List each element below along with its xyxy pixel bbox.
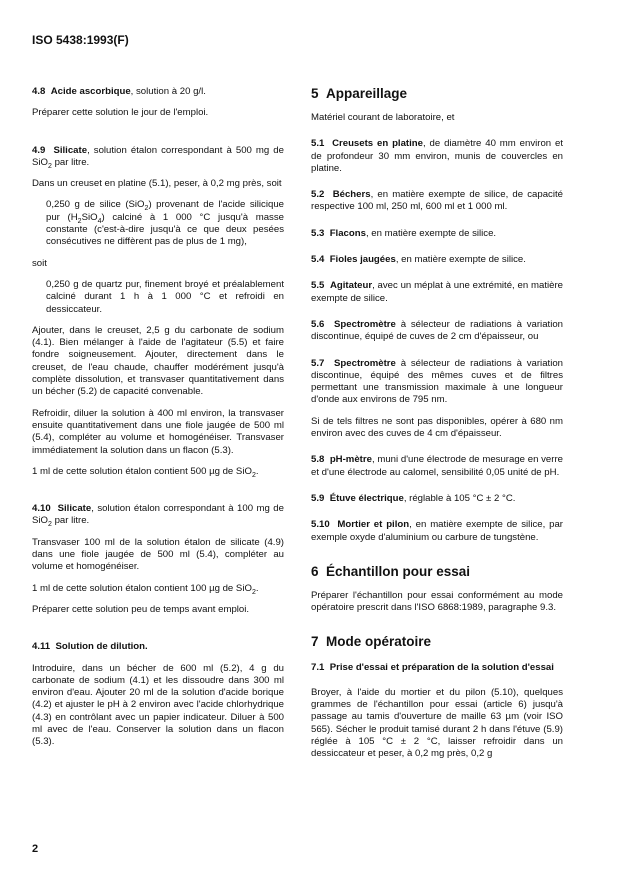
clause-number: 5.2 [311, 189, 325, 201]
section-title: Appareillage [326, 86, 408, 101]
item-5-7 [311, 358, 563, 407]
section-4-10-heading [32, 503, 284, 528]
subscript: 2 [251, 471, 256, 479]
clause-text: par litre. [51, 156, 90, 168]
clause-text: , en matière exempte de silice. [395, 254, 526, 266]
clause-text: , avec un méplat à une extrémité, en matière exempte de silice. [311, 280, 563, 304]
paragraph: Préparer cette solution peu de temps avant emploi. [32, 603, 250, 615]
paragraph: Préparer l'échantillon pour essai conformément au mode opératoire prescrit dans l'ISO 6868:1989, paragraphe 9.3. [311, 589, 563, 614]
clause-number: 7.1 [311, 662, 325, 674]
item-5-4 [311, 254, 563, 266]
clause-number: 5.7 [311, 357, 325, 369]
item-5-6 [311, 319, 563, 344]
section-4-9-heading [32, 145, 284, 170]
right-column [311, 86, 563, 761]
clause-title: Spectromètre [334, 357, 396, 369]
section-5-heading [311, 86, 563, 102]
clause-text: à sélecteur de radiations à variation discontinue, équipé de cuves de 2 cm d'épaisseur, ou [311, 318, 563, 343]
clause-number: 5.4 [311, 254, 325, 266]
paragraph: Transvaser 100 ml de la solution étalon de silicate (4.9) dans une fiole jaugée de 500 ml (5.4), compléter au volume et homogénéiser. [32, 536, 284, 573]
clause-title: Prise d'essai et préparation de la solution d'essai [329, 662, 554, 674]
clause-text: , en matière exempte de silice. [365, 227, 497, 239]
clause-number: 5.10 [311, 519, 330, 531]
clause-number: 5.9 [311, 492, 325, 504]
clause-text: , muni d'une électrode de mesurage en verre et d'une électrode au calomel, sensibilité 0,05 unité de pH. [311, 454, 563, 478]
clause-text: par litre. [51, 515, 90, 527]
clause-text: , solution étalon correspondant à 500 mg de SiO [32, 144, 284, 168]
page-number: 2 [32, 843, 39, 855]
clause-title: Mortier et pilon [337, 519, 410, 531]
paragraph [32, 583, 284, 595]
clause-title: Creusets en platine [332, 138, 423, 150]
clause-title: Fioles jaugées [329, 254, 396, 266]
clause-number: 4.10 [32, 503, 51, 515]
paragraph: Dans un creuset en platine (5.1), peser, à 0,2 mg près, soit [32, 178, 282, 190]
section-7-heading [311, 634, 563, 650]
clause-number: 5.8 [311, 454, 325, 466]
paragraph: Introduire, dans un bécher de 600 ml (5.2), 4 g du carbonate de sodium (4.1) et les dissoudre dans 300 ml environ d'eau. Ajouter 20 ml de la solution d'acide borique (4.2) et ajuster le pH à 2 environ avec l'acide chlorhydrique (4.3) en contrôlant avec un papier indicateur. Diluer à 500 ml avec de l'eau. Conserver la solution dans un flacon (5.3). [32, 662, 284, 748]
item-5-5 [311, 280, 563, 305]
item-5-2 [311, 189, 563, 214]
clause-text: , solution étalon correspondant à 100 mg de SiO [32, 503, 284, 527]
paragraph: Matériel courant de laboratoire, et [311, 112, 455, 123]
text: . [255, 582, 259, 594]
clause-text: , de diamètre 40 mm environ et de profondeur 30 mm environ, munis de couvercles en platine. [311, 138, 563, 174]
clause-title: Acide ascorbique [50, 86, 131, 97]
page-header: ISO 5438:1993(F) [32, 33, 129, 47]
section-4-8-heading [32, 86, 284, 98]
indented-paragraph: 0,250 g de quartz pur, finement broyé et préalablement calciné durant 1 h à 1 000 °C et refroidi en dessiccateur. [46, 278, 284, 315]
section-number: 7 [311, 634, 319, 650]
section-title: Échantillon pour essai [326, 563, 471, 579]
subscript: 2 [48, 162, 52, 170]
paragraph: Refroidir, diluer la solution à 400 ml environ, la transvaser ensuite quantitativement dans une fiole jaugée de 500 ml (5.4), compléter au volume et homogénéiser. Transvaser immédiatement la solution dans un flacon (5.3). [32, 407, 284, 456]
clause-number: 4.9 [32, 144, 46, 156]
paragraph [32, 466, 284, 478]
item-5-3 [311, 228, 563, 240]
text: 1 ml de cette solution étalon contient 100 µg de SiO [32, 582, 252, 594]
text: SiO [81, 211, 98, 223]
clause-title: Silicate [57, 503, 92, 515]
clause-text: , solution à 20 g/l. [130, 86, 206, 97]
paragraph: Préparer cette solution le jour de l'emploi. [32, 107, 209, 119]
subscript: 2 [48, 521, 52, 529]
subscript: 2 [77, 217, 82, 225]
section-title: Mode opératoire [326, 634, 432, 650]
text: 1 ml de cette solution étalon contient 500 µg de SiO [32, 465, 252, 477]
clause-title: Étuve électrique [329, 492, 404, 504]
clause-text: à sélecteur de radiations à variation discontinue, équipé des mêmes cuves et de filtres permettant une transmission maximale à une longueur d'onde aux environs de 795 nm. [311, 357, 563, 406]
clause-number: 4.8 [32, 86, 46, 97]
text: 0,250 g de silice (SiO [46, 199, 145, 211]
clause-number: 5.1 [311, 138, 325, 150]
subscript: 2 [251, 588, 256, 596]
clause-number: 5.3 [311, 227, 325, 239]
indented-paragraph [32, 199, 284, 248]
item-5-9 [311, 493, 563, 505]
text: ) calciné à 1 000 °C jusqu'à masse constante (c'est-à-dire jusqu'à ce que deux pesées consécutives ne diffèrent pas de plus de 1 mg), [46, 211, 284, 248]
section-4-11-heading [32, 641, 284, 653]
item-5-8 [311, 454, 563, 479]
subscript: 2 [144, 205, 149, 213]
clause-title: Spectromètre [334, 318, 396, 330]
clause-title: pH-mètre [329, 454, 372, 466]
section-number: 5 [311, 86, 319, 101]
clause-title: Flacons [329, 227, 366, 239]
clause-number: 4.11 [32, 641, 51, 653]
clause-title: Solution de dilution. [55, 641, 148, 653]
clause-text: , réglable à 105 °C ± 2 °C. [403, 492, 516, 504]
clause-title: Silicate [53, 144, 88, 156]
clause-text: , en matière exempte de silice, de capacité respective 100 ml, 250 ml, 600 ml et 1 000 ml. [311, 189, 563, 213]
paragraph: Ajouter, dans le creuset, 2,5 g du carbonate de sodium (4.1). Bien mélanger à l'aide de l'agitateur (5.5) et faire fondre soigneusement. Ajouter, directement dans le creuset, de l'eau chaude, chauffer modérément jusqu'à complète dissolution, et transvaser quantitativement dans un bécher (5.2) de capacité convenable. [32, 324, 284, 398]
paragraph: Broyer, à l'aide du mortier et du pilon (5.10), quelques grammes de l'échantillon pour essai (article 6) jusqu'à passage au tamis d'ouverture de maille 63 µm (voir ISO 565). Sécher le produit tamisé durant 2 h dans l'étuve (5.9) réglée à 105 °C ± 2 °C, laisser refroidir dans un dessiccateur et peser, à 0,2 mg près, 0,2 g [311, 686, 563, 760]
section-number: 6 [311, 563, 319, 579]
clause-number: 5.5 [311, 280, 325, 292]
clause-number: 5.6 [311, 318, 325, 330]
item-5-1 [311, 138, 563, 175]
left-column [32, 86, 284, 749]
paragraph: soit [32, 257, 47, 269]
paragraph: Si de tels filtres ne sont pas disponibles, opérer à 680 nm environ avec des cuves de 4 cm d'épaisseur. [311, 415, 563, 440]
item-5-10 [311, 519, 563, 544]
clause-title: Agitateur [329, 280, 373, 292]
clause-title: Béchers [332, 189, 371, 201]
text: ) provenant de l'acide silicique pur (H [46, 199, 284, 223]
subscript: 4 [97, 217, 102, 225]
clause-text: , en matière exempte de silice, par exemple oxyde d'aluminium ou carbure de tungstène. [311, 519, 563, 543]
section-6-heading [311, 564, 563, 580]
section-7-1-heading [311, 662, 563, 674]
text: . [255, 465, 259, 477]
